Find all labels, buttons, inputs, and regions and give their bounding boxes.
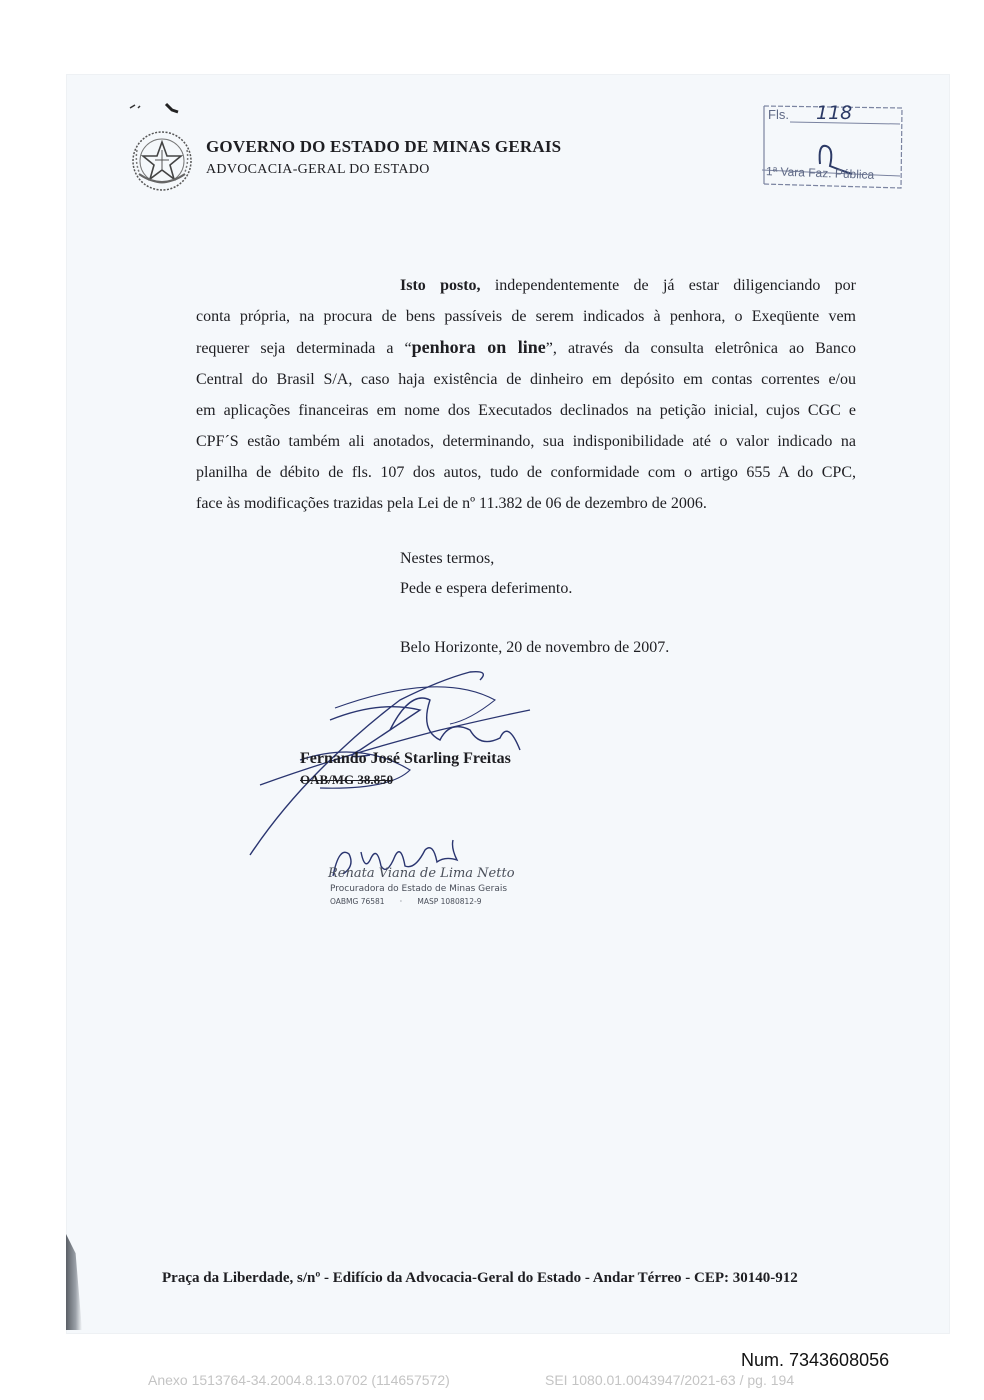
header-title: GOVERNO DO ESTADO DE MINAS GERAIS — [206, 137, 562, 156]
coat-of-arms-icon — [131, 130, 193, 192]
second-signer-masp: MASP 1080812-9 — [417, 897, 482, 906]
body-line-3-pre: requerer seja determinada a “ — [196, 340, 412, 357]
second-signer-role: Procuradora do Estado de Minas Gerais — [330, 884, 508, 894]
body-line-7: planilha de débito de fls. 107 dos autos, tudo de conformidade com o artigo 655 A do CPC, — [196, 464, 856, 481]
signer-oab: OAB/MG 38.850 — [300, 772, 394, 787]
closing-line-1: Nestes termos, — [400, 550, 495, 567]
stamp-court: 1ª Vara Faz. Pública — [765, 164, 875, 182]
stamp-sheet-number: 118 — [816, 102, 853, 124]
place-date: Belo Horizonte, 20 de novembro de 2007. — [400, 639, 670, 656]
body-line-2: conta própria, na procura de bens passíveis de serem indicados à penhora, o Exeqüente vem — [196, 308, 856, 325]
second-signer-oab: OABMG 76581 — [330, 897, 385, 906]
body-line-3-post: ”, através da consulta eletrônica ao Banco — [545, 340, 856, 357]
second-signer-ids: OABMG 76581 · MASP 1080812-9 — [330, 897, 482, 906]
signer-name: Fernando José Starling Freitas — [300, 750, 511, 767]
header-subtitle: ADVOCACIA-GERAL DO ESTADO — [206, 162, 430, 177]
second-signer-name: Renata Viana de Lima Netto — [328, 866, 515, 881]
footer-address: Praça da Liberdade, s/nº - Edifício da Advocacia-Geral do Estado - Andar Térreo - CEP: 30140-912 — [162, 1270, 798, 1286]
body-line-5: em aplicações financeiras em nome dos Executados declinados na petição inicial, cujos CGC e — [196, 402, 856, 419]
petition-paragraph — [196, 270, 856, 519]
document-number: Num. 7343608056 — [741, 1350, 890, 1370]
intro-bold-text: Isto posto, — [400, 277, 481, 294]
body-line-8: face às modificações trazidas pela Lei de nº 11.382 de 06 de dezembro de 2006. — [196, 495, 707, 512]
penhora-online-text: penhora on line — [411, 337, 546, 357]
body-line-1: independentemente de já estar diligenciando por — [480, 277, 857, 294]
annex-reference: Anexo 1513764-34.2004.8.13.0702 (114657572) — [148, 1372, 450, 1388]
scan-corner-marks — [126, 100, 186, 120]
closing-line-2: Pede e espera deferimento. — [400, 580, 573, 597]
court-stamp — [760, 104, 904, 190]
sei-reference: SEI 1080.01.0043947/2021-63 / pg. 194 — [545, 1372, 795, 1388]
body-line-4: Central do Brasil S/A, caso haja existência de dinheiro em depósito em contas correntes e/ou — [196, 371, 856, 388]
stamp-label: Fls. — [768, 107, 789, 122]
body-line-6: CPF´S estão também ali anotados, determinando, sua indisponibilidade até o valor indicado na — [196, 433, 856, 450]
